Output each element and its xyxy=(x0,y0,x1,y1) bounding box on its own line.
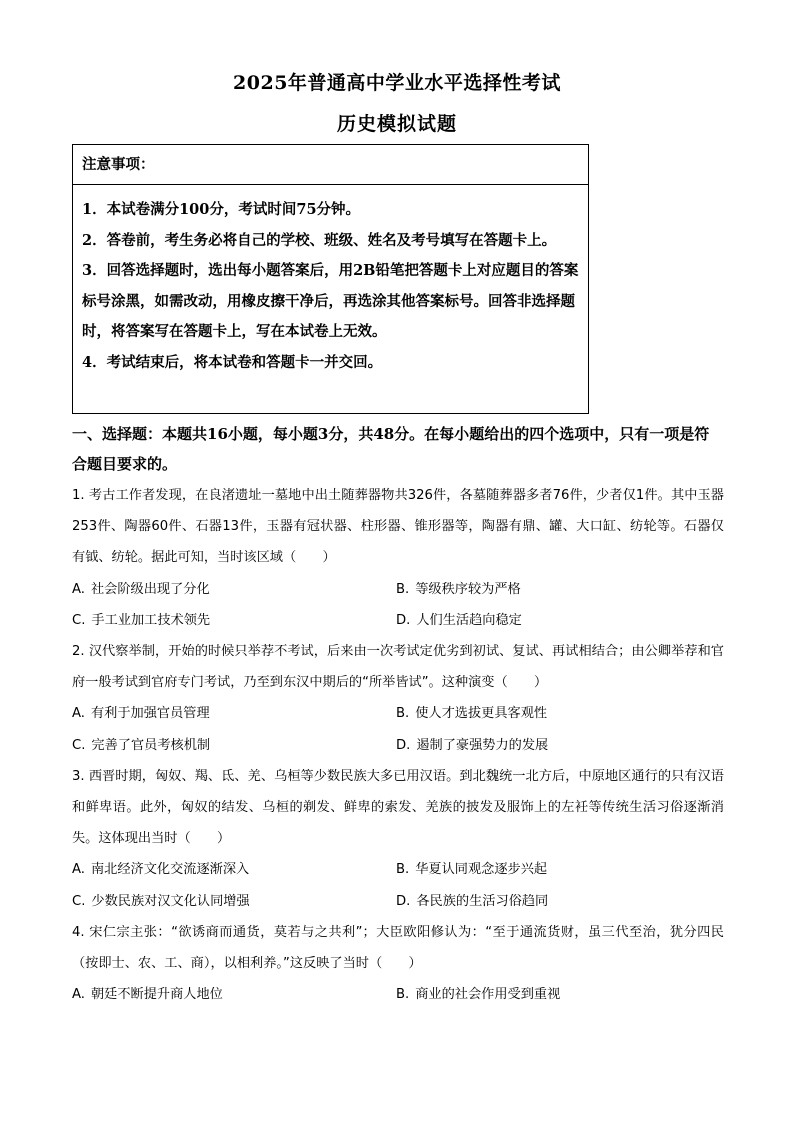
option-key: B. xyxy=(396,581,410,597)
option-text: 手工业加工技术领先 xyxy=(91,612,211,628)
notice-item: 1．本试卷满分100分，考试时间75分钟。 xyxy=(82,201,361,218)
question-stem: 1. 考古工作者发现，在良渚遗址一墓地中出土随葬器物共326件，各墓随葬器多者76件，少者仅1件。其中玉器253件、陶器60件、石器13件，玉器有冠状器、柱形器、锥形器等，陶器有鼎、罐、大口缸、纺轮等。石器仅有钺、纺轮。据此可知，当时该区域（ ） xyxy=(72,488,724,566)
option-d xyxy=(396,730,720,761)
option-key: B. xyxy=(396,862,410,878)
option-text: 人们生活趋向稳定 xyxy=(416,612,522,628)
question-stem: 4. 宋仁宗主张：“欲诱商而通货，莫若与之共利”；大臣欧阳修认为：“至于通流货财，虽三代至治，犹分四民（按即士、农、工、商），以相利养。”这反映了当时（ ） xyxy=(72,924,724,971)
option-row xyxy=(72,730,724,761)
option-key: A. xyxy=(72,987,85,1003)
notice-item: 3．回答选择题时，选出每小题答案后，用2B铅笔把答题卡上对应题目的答案标号涂黑，如需改动，用橡皮擦干净后，再选涂其他答案标号。回答非选择题时，将答案写在答题卡上，写在本试卷上无效。 xyxy=(82,262,579,341)
option-b xyxy=(396,698,720,729)
notice-heading: 注意事项： xyxy=(73,145,588,185)
option-row xyxy=(72,698,724,729)
option-text: 社会阶级出现了分化 xyxy=(90,581,210,597)
option-key: B. xyxy=(396,706,410,722)
section-heading-text: 一、选择题：本题共16小题，每小题3分，共48分。在每小题给出的四个选项中，只有一项是符合题目要求的。 xyxy=(72,425,710,473)
question-stem: 2. 汉代察举制，开始的时候只举荐不考试，后来由一次考试定优劣到初试、复试、再试相结合；由公卿举荐和官府一般考试到官府专门考试，乃至到东汉中期后的“所举皆试”。这种演变（ ） xyxy=(72,643,724,691)
notice-box xyxy=(72,144,589,414)
option-d xyxy=(396,605,720,636)
option-text: 朝廷不断提升商人地位 xyxy=(90,987,223,1003)
option-key: D. xyxy=(396,893,411,909)
option-a xyxy=(72,698,396,729)
notice-item: 4．考试结束后，将本试卷和答题卡一并交回。 xyxy=(82,353,383,371)
question-4 xyxy=(72,917,724,1011)
option-key: D. xyxy=(396,737,411,753)
option-key: C. xyxy=(72,893,86,909)
option-key: A. xyxy=(72,862,85,878)
option-row xyxy=(72,605,724,636)
option-c xyxy=(72,730,396,761)
question-3 xyxy=(72,761,724,917)
option-text: 使人才选拔更具客观性 xyxy=(415,706,548,722)
option-b xyxy=(396,574,720,605)
option-text: 各民族的生活习俗趋同 xyxy=(416,893,549,909)
option-key: A. xyxy=(72,581,85,597)
option-text: 商业的社会作用受到重视 xyxy=(415,987,561,1003)
option-text: 等级秩序较为严格 xyxy=(415,581,521,597)
exam-subtitle: 历史模拟试题 xyxy=(336,113,457,135)
option-d xyxy=(396,886,720,917)
question-stem: 3. 西晋时期，匈奴、羯、氐、羌、乌桓等少数民族大多已用汉语。到北魏统一北方后，中原地区通行的只有汉语和鲜卑语。此外，匈奴的结发、乌桓的剃发、鲜卑的索发、羌族的披发及服饰上的左衽等传统生活习俗逐渐消失。这体现出当时（ ） xyxy=(72,768,724,847)
option-a xyxy=(72,574,396,605)
option-a xyxy=(72,979,396,1010)
section-heading xyxy=(72,419,724,479)
option-c xyxy=(72,605,396,636)
option-row xyxy=(72,574,724,605)
option-row xyxy=(72,854,724,885)
option-text: 完善了官员考核机制 xyxy=(91,737,211,753)
option-key: C. xyxy=(72,737,86,753)
option-text: 华夏认同观念逐步兴起 xyxy=(415,862,548,878)
option-key: C. xyxy=(72,612,86,628)
option-c xyxy=(72,886,396,917)
option-key: B. xyxy=(396,987,410,1003)
notice-item: 2．答卷前，考生务必将自己的学校、班级、姓名及考号填写在答题卡上。 xyxy=(82,231,557,249)
option-text: 少数民族对汉文化认同增强 xyxy=(91,893,250,909)
option-b xyxy=(396,979,720,1010)
option-text: 遏制了豪强势力的发展 xyxy=(416,737,549,753)
option-key: A. xyxy=(72,706,85,722)
question-list xyxy=(72,480,724,1010)
exam-title: 2025年普通高中学业水平选择性考试 xyxy=(233,72,561,94)
question-2 xyxy=(72,636,724,761)
option-text: 南北经济文化交流逐渐深入 xyxy=(90,862,250,878)
option-row xyxy=(72,886,724,917)
question-1 xyxy=(72,480,724,636)
option-key: D. xyxy=(396,612,411,628)
notice-body xyxy=(73,185,588,379)
option-row xyxy=(72,979,724,1010)
option-text: 有利于加强官员管理 xyxy=(90,706,210,722)
option-b xyxy=(396,854,720,885)
option-a xyxy=(72,854,396,885)
